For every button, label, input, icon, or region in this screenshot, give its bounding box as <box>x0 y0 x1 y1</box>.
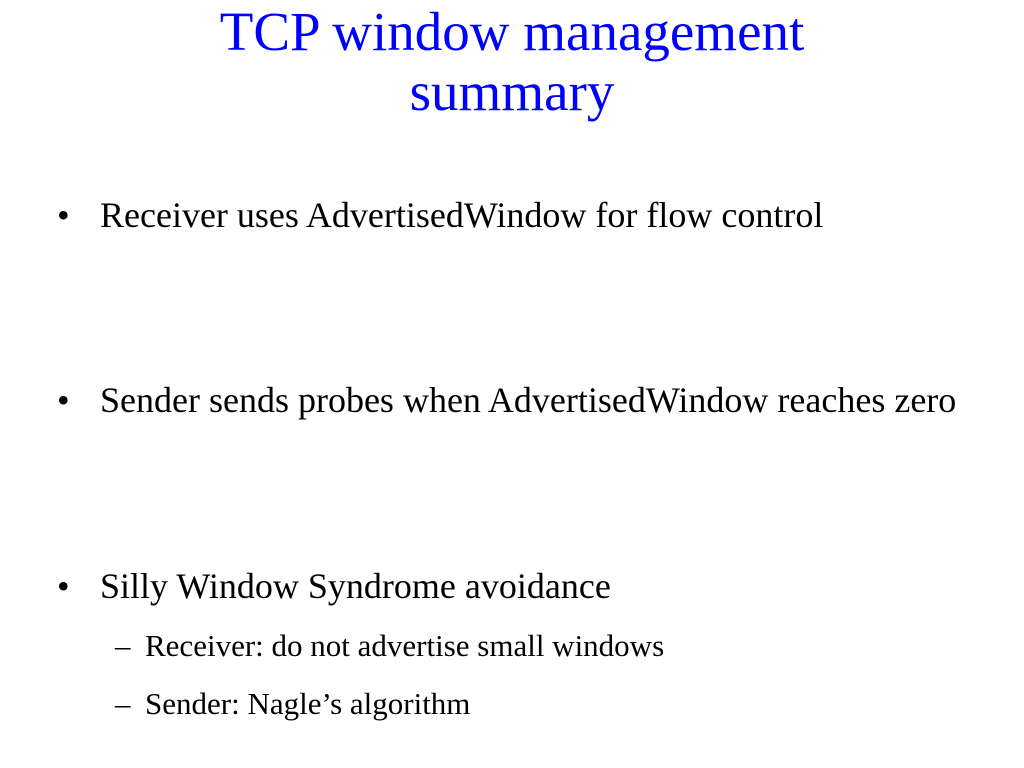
sub-item-marker: – <box>115 686 131 721</box>
sub-item-text: Receiver: do not advertise small windows <box>145 628 665 663</box>
sub-item-2 <box>115 682 985 726</box>
bullet-marker: • <box>57 566 70 606</box>
bullet-text: Sender sends probes when AdvertisedWindow reaches zero <box>100 380 957 420</box>
bullet-text: Receiver uses AdvertisedWindow for flow control <box>100 195 824 235</box>
bullet-item-3 <box>57 559 980 613</box>
slide-title-line-1: TCP window management <box>219 1 805 62</box>
sub-item-text: Sender: Nagle’s algorithm <box>145 686 471 721</box>
bullet-item-2 <box>57 373 980 427</box>
bullet-marker: • <box>57 195 70 235</box>
slide-title-line-2: summary <box>409 61 615 122</box>
bullet-item-1 <box>57 188 980 242</box>
bullet-text: Silly Window Syndrome avoidance <box>100 566 611 606</box>
slide-title <box>0 2 1024 122</box>
sub-item-marker: – <box>115 628 131 663</box>
sub-item-1 <box>115 624 985 668</box>
bullet-marker: • <box>57 380 70 420</box>
